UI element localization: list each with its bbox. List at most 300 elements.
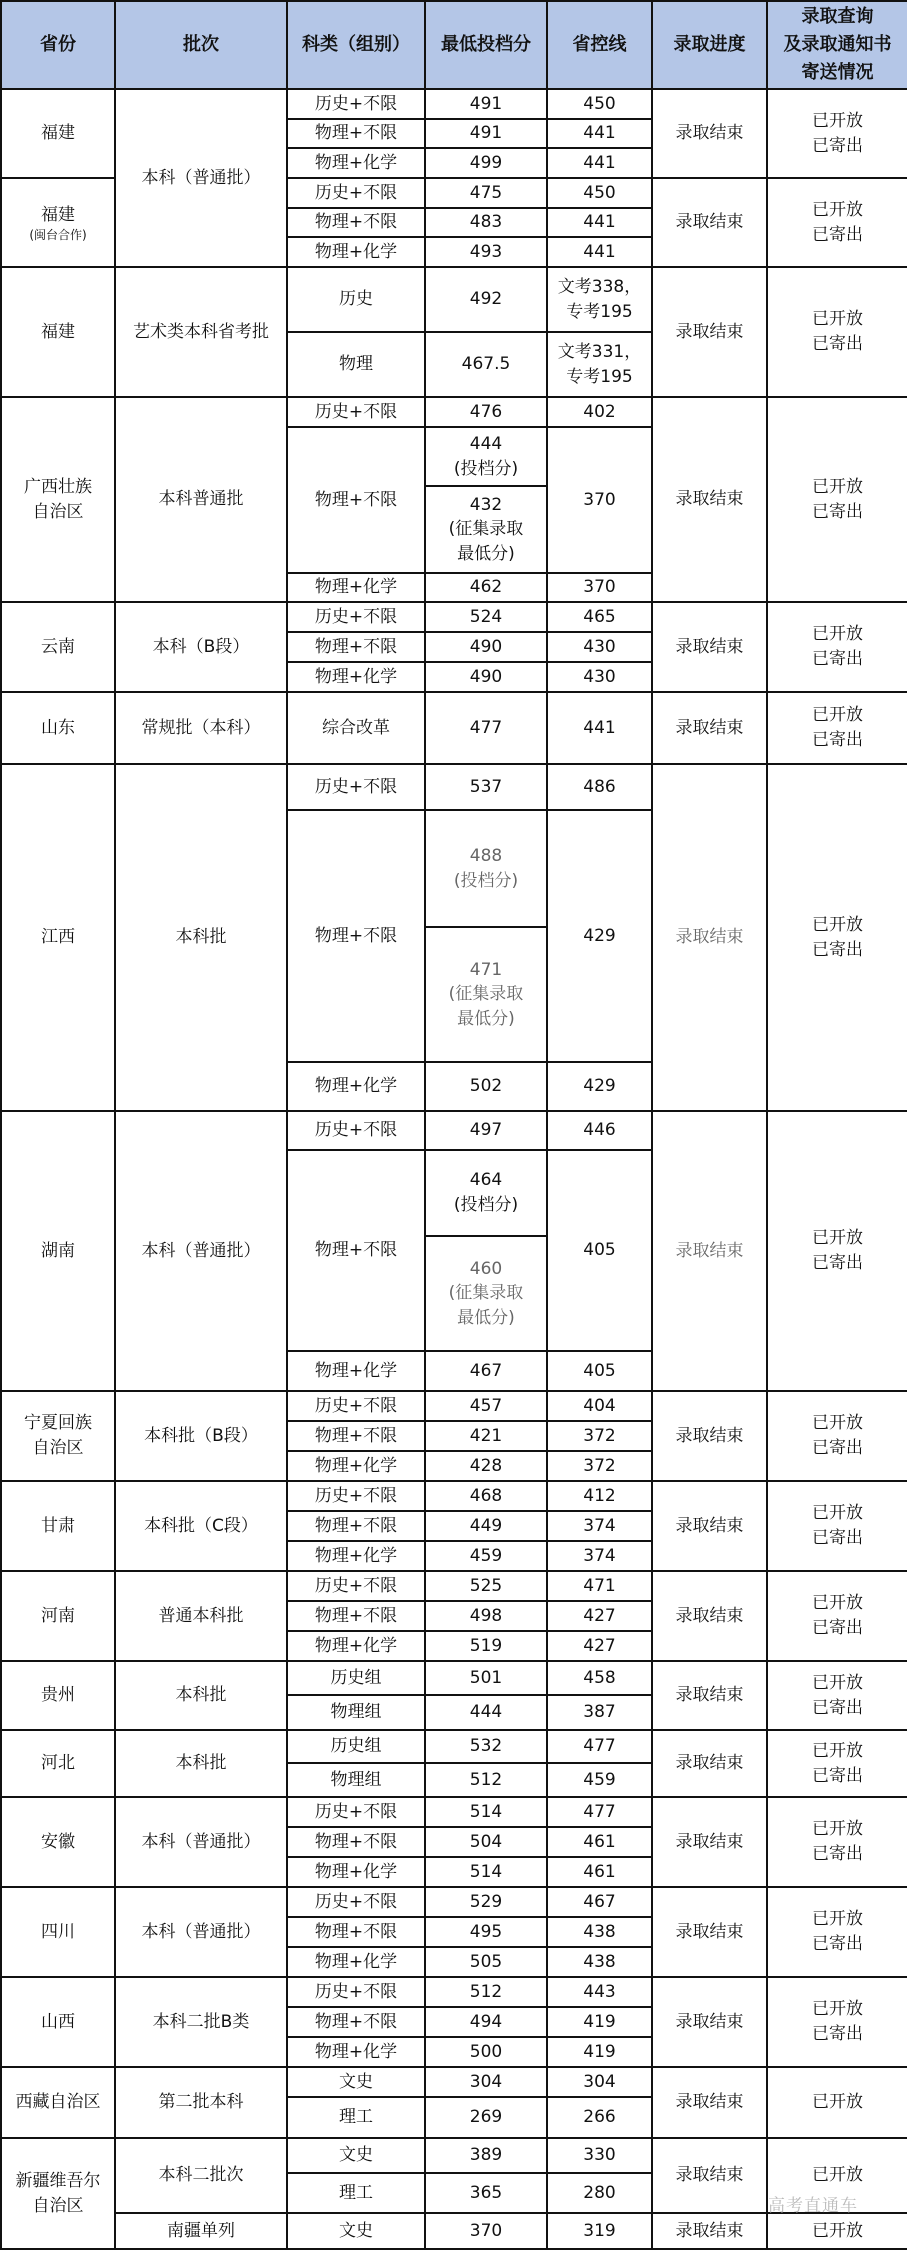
batch-cell-text: 本科批 bbox=[175, 927, 227, 948]
min-score-cell: 459 bbox=[425, 1541, 547, 1571]
control-line-cell: 441 bbox=[547, 692, 652, 764]
subject-cell: 理工 bbox=[287, 2097, 425, 2138]
notice-status-cell bbox=[767, 89, 907, 178]
header-batch: 批次 bbox=[115, 1, 287, 89]
subject-cell: 历史+不限 bbox=[287, 764, 425, 810]
notice-status-cell bbox=[767, 2138, 907, 2213]
min-score-cell: 524 bbox=[425, 602, 547, 632]
batch-cell-text: 本科（普通批） bbox=[141, 167, 261, 188]
batch-cell bbox=[115, 1391, 287, 1481]
subject-cell: 物理+化学 bbox=[287, 1857, 425, 1887]
progress-cell bbox=[652, 1111, 767, 1391]
notice-status-cell-text: 已开放 已寄出 bbox=[812, 1819, 863, 1864]
table-row bbox=[1, 1730, 907, 1763]
batch-cell-text: 本科普通批 bbox=[158, 489, 244, 510]
province-cell-text: 江西 bbox=[41, 927, 75, 948]
province-cell-text: 四川 bbox=[41, 1921, 75, 1942]
min-score-cell: 444 bbox=[425, 1695, 547, 1730]
notice-status-cell-text: 已开放 已寄出 bbox=[812, 309, 863, 354]
control-line-cell: 465 bbox=[547, 602, 652, 632]
subject-cell-text: 物理+不限 bbox=[314, 1240, 398, 1261]
min-score-cell: 497 bbox=[425, 1111, 547, 1150]
control-line-cell: 280 bbox=[547, 2173, 652, 2213]
control-line-cell: 430 bbox=[547, 632, 652, 662]
notice-status-cell-text: 已开放 已寄出 bbox=[812, 1413, 863, 1458]
subject-cell: 物理+化学 bbox=[287, 662, 425, 692]
batch-cell bbox=[115, 1661, 287, 1730]
progress-cell bbox=[652, 1887, 767, 1977]
control-line-cell: 486 bbox=[547, 764, 652, 810]
control-line-cell-text: 429 bbox=[583, 925, 616, 946]
progress-cell-text: 录取结束 bbox=[675, 123, 744, 144]
min-score-cell: 432 (征集录取 最低分) bbox=[425, 486, 547, 573]
subject-cell-text: 物理+不限 bbox=[314, 489, 398, 510]
progress-cell-text: 录取结束 bbox=[675, 927, 744, 948]
control-line-cell: 477 bbox=[547, 1797, 652, 1827]
subject-cell: 理工 bbox=[287, 2173, 425, 2213]
notice-status-cell-text: 已开放 已寄出 bbox=[812, 1909, 863, 1954]
subject-cell: 历史 bbox=[287, 267, 425, 332]
province-cell bbox=[1, 1571, 115, 1661]
progress-cell bbox=[652, 267, 767, 397]
control-line-cell: 429 bbox=[547, 1062, 652, 1111]
min-score-cell: 501 bbox=[425, 1661, 547, 1695]
control-line-cell: 477 bbox=[547, 1730, 652, 1763]
table-row bbox=[1, 602, 907, 632]
control-line-cell: 402 bbox=[547, 397, 652, 427]
province-cell-text: 河北 bbox=[41, 1753, 75, 1774]
control-line-cell bbox=[547, 1150, 652, 1351]
subject-cell: 综合改革 bbox=[287, 692, 425, 764]
province-cell-text: 云南 bbox=[41, 636, 75, 657]
batch-cell bbox=[115, 2138, 287, 2213]
table-row bbox=[1, 1977, 907, 2007]
min-score-cell: 421 bbox=[425, 1421, 547, 1451]
province-cell bbox=[1, 2138, 115, 2249]
min-score-cell: 529 bbox=[425, 1887, 547, 1917]
province-cell bbox=[1, 764, 115, 1111]
province-cell bbox=[1, 1481, 115, 1571]
notice-status-cell bbox=[767, 1661, 907, 1730]
header-min-score: 最低投档分 bbox=[425, 1, 547, 89]
notice-status-cell-text: 已开放 bbox=[812, 2092, 863, 2113]
progress-cell-text: 录取结束 bbox=[675, 1685, 744, 1706]
min-score-cell: 490 bbox=[425, 632, 547, 662]
subject-cell: 物理+不限 bbox=[287, 2007, 425, 2037]
notice-status-cell bbox=[767, 2067, 907, 2138]
notice-status-cell bbox=[767, 1977, 907, 2067]
min-score-cell: 475 bbox=[425, 178, 547, 208]
notice-status-cell bbox=[767, 1391, 907, 1481]
control-line-cell bbox=[547, 810, 652, 1062]
batch-cell-text: 本科二批次 bbox=[158, 2165, 244, 2186]
min-score-cell: 457 bbox=[425, 1391, 547, 1421]
min-score-cell bbox=[425, 927, 547, 1062]
notice-status-cell bbox=[767, 602, 907, 692]
progress-cell bbox=[652, 89, 767, 178]
min-score-cell: 490 bbox=[425, 662, 547, 692]
subject-cell: 物理+化学 bbox=[287, 573, 425, 602]
watermark: 高考直通车 bbox=[768, 2196, 858, 2216]
subject-cell: 物理+化学 bbox=[287, 1351, 425, 1391]
control-line-cell: 304 bbox=[547, 2067, 652, 2097]
notice-status-cell-text: 已开放 已寄出 bbox=[812, 624, 863, 669]
notice-status-cell bbox=[767, 764, 907, 1111]
province-cell: 山东 bbox=[1, 692, 115, 764]
table-row bbox=[1, 1111, 907, 1150]
batch-cell bbox=[115, 397, 287, 602]
control-line-cell: 文考331， 专考195 bbox=[547, 332, 652, 397]
table-row bbox=[1, 1571, 907, 1601]
notice-status-cell bbox=[767, 1481, 907, 1571]
min-score-cell: 468 bbox=[425, 1481, 547, 1511]
progress-cell-text: 录取结束 bbox=[675, 1921, 744, 1942]
subject-cell: 历史+不限 bbox=[287, 1391, 425, 1421]
province-cell-text: 新疆维吾尔 自治区 bbox=[15, 2170, 101, 2216]
subject-cell: 历史+不限 bbox=[287, 1571, 425, 1601]
table-row bbox=[1, 2067, 907, 2097]
subject-cell: 物理+不限 bbox=[287, 1421, 425, 1451]
progress-cell-text: 录取结束 bbox=[675, 1605, 744, 1626]
batch-cell bbox=[115, 1887, 287, 1977]
province-cell bbox=[1, 1887, 115, 1977]
subject-cell: 物理+化学 bbox=[287, 1541, 425, 1571]
control-line-cell: 266 bbox=[547, 2097, 652, 2138]
progress-cell-text: 录取结束 bbox=[675, 321, 744, 342]
progress-cell-text: 录取结束 bbox=[675, 489, 744, 510]
control-line-cell: 412 bbox=[547, 1481, 652, 1511]
province-cell bbox=[1, 1111, 115, 1391]
table-row bbox=[1, 692, 907, 764]
subject-cell: 历史+不限 bbox=[287, 1797, 425, 1827]
batch-cell bbox=[115, 602, 287, 692]
table-row bbox=[1, 1481, 907, 1511]
batch-cell bbox=[115, 1481, 287, 1571]
control-line-cell: 330 bbox=[547, 2138, 652, 2173]
min-score-cell: 467.5 bbox=[425, 332, 547, 397]
batch-cell: 常规批（本科） bbox=[115, 692, 287, 764]
subject-cell: 物理 bbox=[287, 332, 425, 397]
province-cell-text: 安徽 bbox=[41, 1831, 75, 1852]
header-subject: 科类（组别） bbox=[287, 1, 425, 89]
notice-status-cell-text: 已开放 已寄出 bbox=[812, 914, 863, 960]
progress-cell bbox=[652, 178, 767, 267]
min-score-cell: 365 bbox=[425, 2173, 547, 2213]
progress-cell bbox=[652, 1797, 767, 1887]
subject-cell bbox=[287, 1150, 425, 1351]
subject-cell bbox=[287, 427, 425, 573]
notice-status-cell-text: 已开放 已寄出 bbox=[812, 1593, 863, 1638]
min-score-cell: 502 bbox=[425, 1062, 547, 1111]
min-score-cell: 444 (投档分) bbox=[425, 427, 547, 486]
table-row bbox=[1, 1661, 907, 1695]
batch-cell-text: 本科（B段） bbox=[152, 636, 250, 657]
min-score-cell: 477 bbox=[425, 692, 547, 764]
notice-status-cell-text: 已开放 已寄出 bbox=[812, 1672, 863, 1718]
subject-cell: 物理+化学 bbox=[287, 2037, 425, 2067]
min-score-cell bbox=[425, 1236, 547, 1351]
province-cell bbox=[1, 1730, 115, 1797]
province-cell bbox=[1, 397, 115, 602]
min-score-cell bbox=[425, 810, 547, 927]
notice-status-cell-text: 已开放 已寄出 bbox=[812, 1740, 863, 1786]
progress-cell-text: 录取结束 bbox=[675, 1831, 744, 1852]
progress-cell-text: 录取结束 bbox=[675, 1240, 744, 1261]
batch-cell bbox=[115, 1111, 287, 1391]
control-line-cell: 450 bbox=[547, 178, 652, 208]
min-score-cell: 514 bbox=[425, 1857, 547, 1887]
control-line-cell: 372 bbox=[547, 1451, 652, 1481]
control-line-cell: 467 bbox=[547, 1887, 652, 1917]
province-cell bbox=[1, 602, 115, 692]
subject-cell: 文史 bbox=[287, 2213, 425, 2249]
progress-cell bbox=[652, 2138, 767, 2213]
progress-cell-text: 录取结束 bbox=[675, 1753, 744, 1774]
control-line-cell: 405 bbox=[547, 1351, 652, 1391]
min-score-cell: 514 bbox=[425, 1797, 547, 1827]
notice-status-cell-text: 已开放 已寄出 bbox=[812, 1503, 863, 1548]
progress-cell bbox=[652, 1571, 767, 1661]
province-note: (闽台合作) bbox=[29, 227, 87, 242]
min-score-cell: 495 bbox=[425, 1917, 547, 1947]
province-cell-text: 河南 bbox=[41, 1605, 75, 1626]
subject-cell: 物理+不限 bbox=[287, 1917, 425, 1947]
province-cell-text: 宁夏回族 自治区 bbox=[24, 1413, 92, 1458]
control-line-cell: 404 bbox=[547, 1391, 652, 1421]
control-line-cell: 438 bbox=[547, 1917, 652, 1947]
header-notice-status: 录取查询 及录取通知书 寄送情况 bbox=[767, 1, 907, 89]
control-line-cell-text: 370 bbox=[583, 489, 616, 510]
subject-cell: 历史+不限 bbox=[287, 1977, 425, 2007]
notice-status-cell bbox=[767, 1571, 907, 1661]
progress-cell bbox=[652, 764, 767, 1111]
batch-cell bbox=[115, 1730, 287, 1797]
subject-cell: 物理+不限 bbox=[287, 632, 425, 662]
batch-cell-text: 本科二批B类 bbox=[152, 2011, 250, 2032]
header-progress: 录取进度 bbox=[652, 1, 767, 89]
batch-cell: 南疆单列 bbox=[115, 2213, 287, 2249]
control-line-cell: 419 bbox=[547, 2007, 652, 2037]
subject-cell: 物理+化学 bbox=[287, 1631, 425, 1661]
subject-cell: 物理+不限 bbox=[287, 1511, 425, 1541]
batch-cell bbox=[115, 764, 287, 1111]
subject-cell: 物理+不限 bbox=[287, 1827, 425, 1857]
control-line-cell: 441 bbox=[547, 119, 652, 148]
min-score-cell: 494 bbox=[425, 2007, 547, 2037]
min-score-cell: 493 bbox=[425, 237, 547, 267]
batch-cell-text: 本科（普通批） bbox=[141, 1921, 261, 1942]
batch-cell-text: 本科（普通批） bbox=[141, 1240, 261, 1261]
table-row bbox=[1, 2138, 907, 2173]
progress-cell-text: 录取结束 bbox=[675, 636, 744, 657]
min-score-cell: 462 bbox=[425, 573, 547, 602]
min-score-cell: 476 bbox=[425, 397, 547, 427]
province-cell bbox=[1, 89, 115, 178]
province-cell-text: 福建 bbox=[41, 204, 75, 225]
notice-status-cell-text: 已开放 bbox=[812, 2165, 863, 2186]
min-score-cell: 512 bbox=[425, 1763, 547, 1797]
control-line-cell: 419 bbox=[547, 2037, 652, 2067]
subject-cell: 物理+化学 bbox=[287, 1062, 425, 1111]
subject-cell: 物理+化学 bbox=[287, 1451, 425, 1481]
subject-cell: 物理+不限 bbox=[287, 1601, 425, 1631]
control-line-cell: 文考338， 专考195 bbox=[547, 267, 652, 332]
notice-status-cell bbox=[767, 1730, 907, 1797]
control-line-cell: 461 bbox=[547, 1827, 652, 1857]
min-score-cell: 269 bbox=[425, 2097, 547, 2138]
progress-cell-text: 录取结束 bbox=[675, 1425, 744, 1446]
batch-cell-text: 艺术类本科省考批 bbox=[133, 321, 269, 342]
table-body bbox=[1, 89, 907, 2249]
notice-status-cell: 已开放 bbox=[767, 2213, 907, 2249]
subject-cell: 历史+不限 bbox=[287, 89, 425, 119]
min-score-cell: 449 bbox=[425, 1511, 547, 1541]
batch-cell bbox=[115, 2067, 287, 2138]
progress-cell-text: 录取结束 bbox=[675, 1515, 744, 1536]
subject-cell-text: 物理+不限 bbox=[314, 925, 398, 946]
batch-cell-text: 普通本科批 bbox=[158, 1605, 244, 1626]
subject-cell: 历史+不限 bbox=[287, 397, 425, 427]
table-row bbox=[1, 2213, 907, 2249]
progress-cell bbox=[652, 602, 767, 692]
table-row bbox=[1, 1797, 907, 1827]
progress-cell bbox=[652, 1481, 767, 1571]
progress-cell bbox=[652, 1977, 767, 2067]
min-score-cell: 491 bbox=[425, 89, 547, 119]
subject-cell: 历史+不限 bbox=[287, 178, 425, 208]
control-line-cell: 430 bbox=[547, 662, 652, 692]
subject-cell: 物理+化学 bbox=[287, 148, 425, 178]
min-score-cell: 389 bbox=[425, 2138, 547, 2173]
progress-cell-text: 录取结束 bbox=[675, 2011, 744, 2032]
table-row bbox=[1, 89, 907, 119]
min-score-cell: 499 bbox=[425, 148, 547, 178]
batch-cell-text: 本科批（C段） bbox=[144, 1515, 258, 1536]
notice-status-cell-text: 已开放 已寄出 bbox=[812, 476, 863, 522]
notice-status-cell bbox=[767, 1887, 907, 1977]
control-line-cell: 441 bbox=[547, 148, 652, 178]
batch-cell bbox=[115, 1797, 287, 1887]
min-score-cell: 498 bbox=[425, 1601, 547, 1631]
province-cell-text: 贵州 bbox=[41, 1685, 75, 1706]
notice-status-cell-text: 已开放 已寄出 bbox=[812, 1228, 863, 1273]
subject-cell: 物理组 bbox=[287, 1695, 425, 1730]
min-score-cell: 537 bbox=[425, 764, 547, 810]
subject-cell bbox=[287, 810, 425, 1062]
province-cell bbox=[1, 1977, 115, 2067]
notice-status-cell bbox=[767, 397, 907, 602]
batch-cell bbox=[115, 267, 287, 397]
control-line-cell: 319 bbox=[547, 2213, 652, 2249]
province-cell-text: 山西 bbox=[41, 2011, 75, 2032]
control-line-cell bbox=[547, 427, 652, 573]
control-line-cell: 374 bbox=[547, 1541, 652, 1571]
province-cell bbox=[1, 267, 115, 397]
control-line-cell: 443 bbox=[547, 1977, 652, 2007]
control-line-cell: 438 bbox=[547, 1947, 652, 1977]
notice-status-cell-text: 已开放 已寄出 bbox=[812, 110, 863, 156]
control-line-cell: 427 bbox=[547, 1631, 652, 1661]
min-score-cell: 370 bbox=[425, 2213, 547, 2249]
subject-cell: 文史 bbox=[287, 2138, 425, 2173]
progress-cell-text: 录取结束 bbox=[675, 2092, 744, 2113]
subject-cell: 文史 bbox=[287, 2067, 425, 2097]
subject-cell: 物理+化学 bbox=[287, 1947, 425, 1977]
province-cell-text: 湖南 bbox=[41, 1240, 75, 1261]
control-line-cell: 461 bbox=[547, 1857, 652, 1887]
progress-cell: 录取结束 bbox=[652, 692, 767, 764]
min-score-cell: 491 bbox=[425, 119, 547, 148]
table-row bbox=[1, 1391, 907, 1421]
progress-cell-text: 录取结束 bbox=[675, 212, 744, 233]
province-cell bbox=[1, 178, 115, 267]
progress-cell-text: 录取结束 bbox=[675, 2165, 744, 2186]
progress-cell bbox=[652, 1391, 767, 1481]
province-cell-text: 福建 bbox=[41, 321, 75, 342]
min-score-cell: 505 bbox=[425, 1947, 547, 1977]
batch-cell-text: 本科（普通批） bbox=[141, 1831, 261, 1852]
min-score-cell: 504 bbox=[425, 1827, 547, 1857]
control-line-cell: 441 bbox=[547, 208, 652, 237]
control-line-cell-text: 405 bbox=[583, 1240, 616, 1261]
min-score-cell: 428 bbox=[425, 1451, 547, 1481]
province-cell bbox=[1, 1797, 115, 1887]
notice-status-cell bbox=[767, 1797, 907, 1887]
batch-cell-text: 本科批 bbox=[175, 1753, 227, 1774]
batch-cell-text: 本科批（B段） bbox=[144, 1425, 258, 1446]
min-score-cell: 464 (投档分) bbox=[425, 1150, 547, 1236]
table-row bbox=[1, 267, 907, 332]
control-line-cell: 459 bbox=[547, 1763, 652, 1797]
province-cell-text: 甘肃 bbox=[41, 1515, 75, 1536]
progress-cell bbox=[652, 2067, 767, 2138]
control-line-cell: 387 bbox=[547, 1695, 652, 1730]
batch-cell-text: 第二批本科 bbox=[158, 2092, 244, 2113]
min-score-cell-text: 460 (征集录取 最低分) bbox=[448, 1258, 524, 1328]
control-line-cell: 372 bbox=[547, 1421, 652, 1451]
control-line-cell: 374 bbox=[547, 1511, 652, 1541]
min-score-cell: 492 bbox=[425, 267, 547, 332]
control-line-cell: 441 bbox=[547, 237, 652, 267]
min-score-cell: 519 bbox=[425, 1631, 547, 1661]
batch-cell bbox=[115, 1571, 287, 1661]
subject-cell: 历史+不限 bbox=[287, 1887, 425, 1917]
progress-cell: 录取结束 bbox=[652, 2213, 767, 2249]
progress-cell bbox=[652, 1661, 767, 1730]
batch-cell-text: 本科批 bbox=[175, 1685, 227, 1706]
min-score-cell-text: 471 (征集录取 最低分) bbox=[448, 959, 524, 1029]
notice-status-cell bbox=[767, 178, 907, 267]
table-row bbox=[1, 1887, 907, 1917]
table-row bbox=[1, 397, 907, 427]
subject-cell: 物理+不限 bbox=[287, 119, 425, 148]
subject-cell: 历史+不限 bbox=[287, 1481, 425, 1511]
batch-cell bbox=[115, 1977, 287, 2067]
table-row bbox=[1, 764, 907, 810]
control-line-cell: 446 bbox=[547, 1111, 652, 1150]
min-score-cell-text: 488 (投档分) bbox=[453, 845, 519, 891]
province-cell bbox=[1, 1661, 115, 1730]
batch-cell bbox=[115, 89, 287, 267]
min-score-cell: 304 bbox=[425, 2067, 547, 2097]
min-score-cell: 467 bbox=[425, 1351, 547, 1391]
notice-status-cell bbox=[767, 267, 907, 397]
province-cell bbox=[1, 2067, 115, 2138]
control-line-cell: 370 bbox=[547, 573, 652, 602]
header-row bbox=[1, 1, 907, 89]
notice-status-cell-text: 已开放 已寄出 bbox=[812, 1999, 863, 2044]
min-score-cell: 525 bbox=[425, 1571, 547, 1601]
